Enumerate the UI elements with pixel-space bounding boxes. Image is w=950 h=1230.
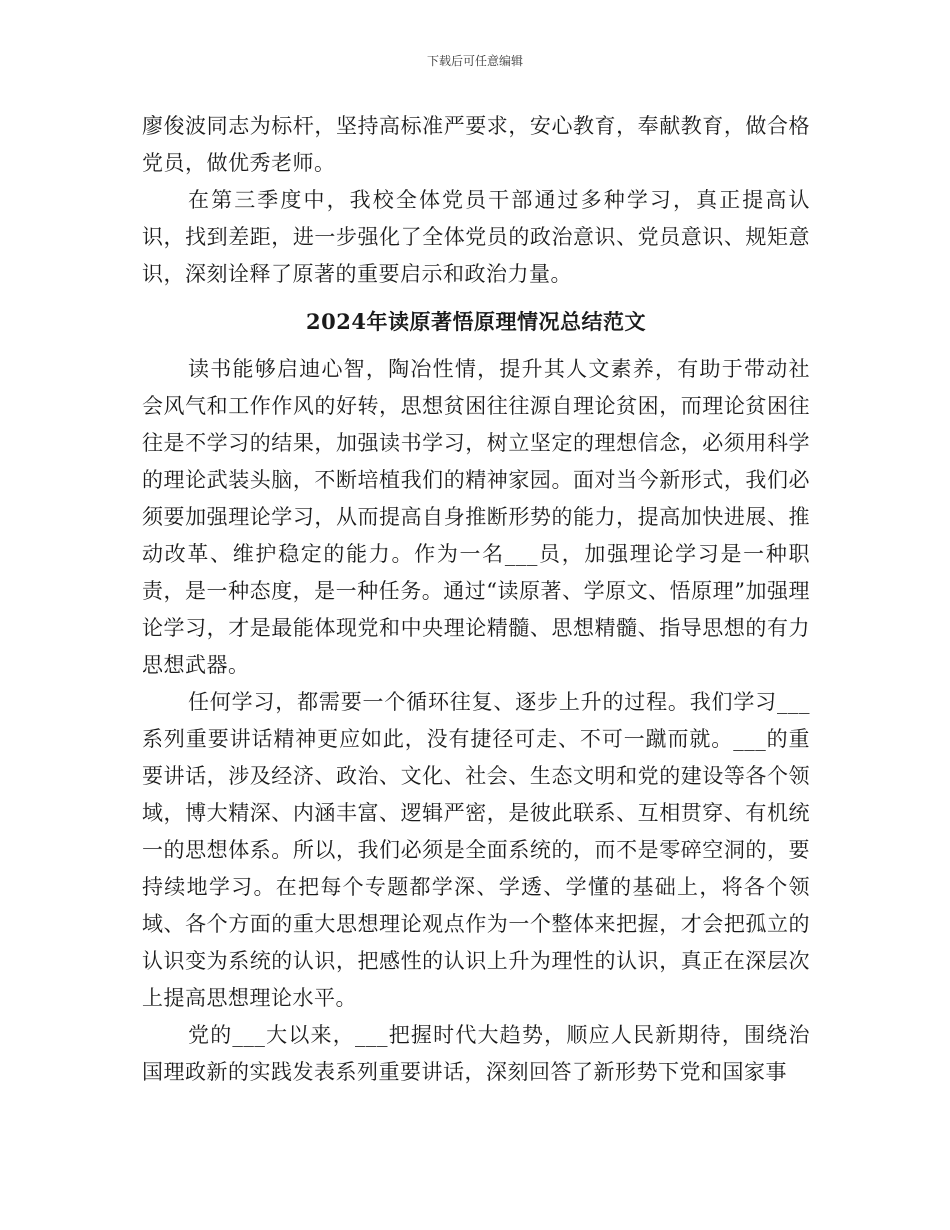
page-header: 下载后可任意编辑 xyxy=(426,54,523,68)
paragraph-2: 在第三季度中，我校全体党员干部通过多种学习，真正提高认识，找到差距，进一步强化了全体党员的政治意识、党员意识、规矩意识，深刻诠释了原著的重要启示和政治力量。 xyxy=(142,188,810,286)
paragraph-4: 任何学习，都需要一个循环往复、逐步上升的过程。我们学习___系列重要讲话精神更应如此，没有捷径可走、不可一蹴而就。___的重要讲话，涉及经济、政治、文化、社会、生态文明和党的建设等各个领域，博大精深、内涵丰富、逻辑严密，是彼此联系、互相贯穿、有机统一的思想体系。所以，我们必须是全面系统的，而不是零碎空洞的，要持续地学习。在把每个专题都学深、学透、学懂的基础上，将各个领域、各个方面的重大思想理论观点作为一个整体来把握，才会把孤立的认识变为系统的认识，把感性的认识上升为理性的认识，真正在深层次上提高思想理论水平。 xyxy=(142,690,810,1010)
section-title: 2024年读原著悟原理情况总结范文 xyxy=(306,309,646,334)
document-body xyxy=(142,108,810,1091)
paragraph-3: 读书能够启迪心智，陶冶性情，提升其人文素养，有助于带动社会风气和工作作风的好转，思想贫困往往源自理论贫困，而理论贫困往往是不学习的结果，加强读书学习，树立坚定的理想信念，必须用科学的理论武装头脑，不断培植我们的精神家园。面对当今新形式，我们必须要加强理论学习，从而提高自身推断形势的能力，提高加快进展、推动改革、维护稳定的能力。作为一名___员，加强理论学习是一种职责，是一种态度，是一种任务。通过“读原著、学原文、悟原理”加强理论学习，才是最能体现党和中央理论精髓、思想精髓、指导思想的有力思想武器。 xyxy=(142,357,810,677)
paragraph-5: 党的___大以来，___把握时代大趋势，顺应人民新期待，围绕治国理政新的实践发表系列重要讲话，深刻回答了新形势下党和国家事 xyxy=(142,1023,810,1084)
paragraph-1: 廖俊波同志为标杆，坚持高标准严要求，安心教育，奉献教育，做合格党员，做优秀老师。 xyxy=(142,114,810,175)
